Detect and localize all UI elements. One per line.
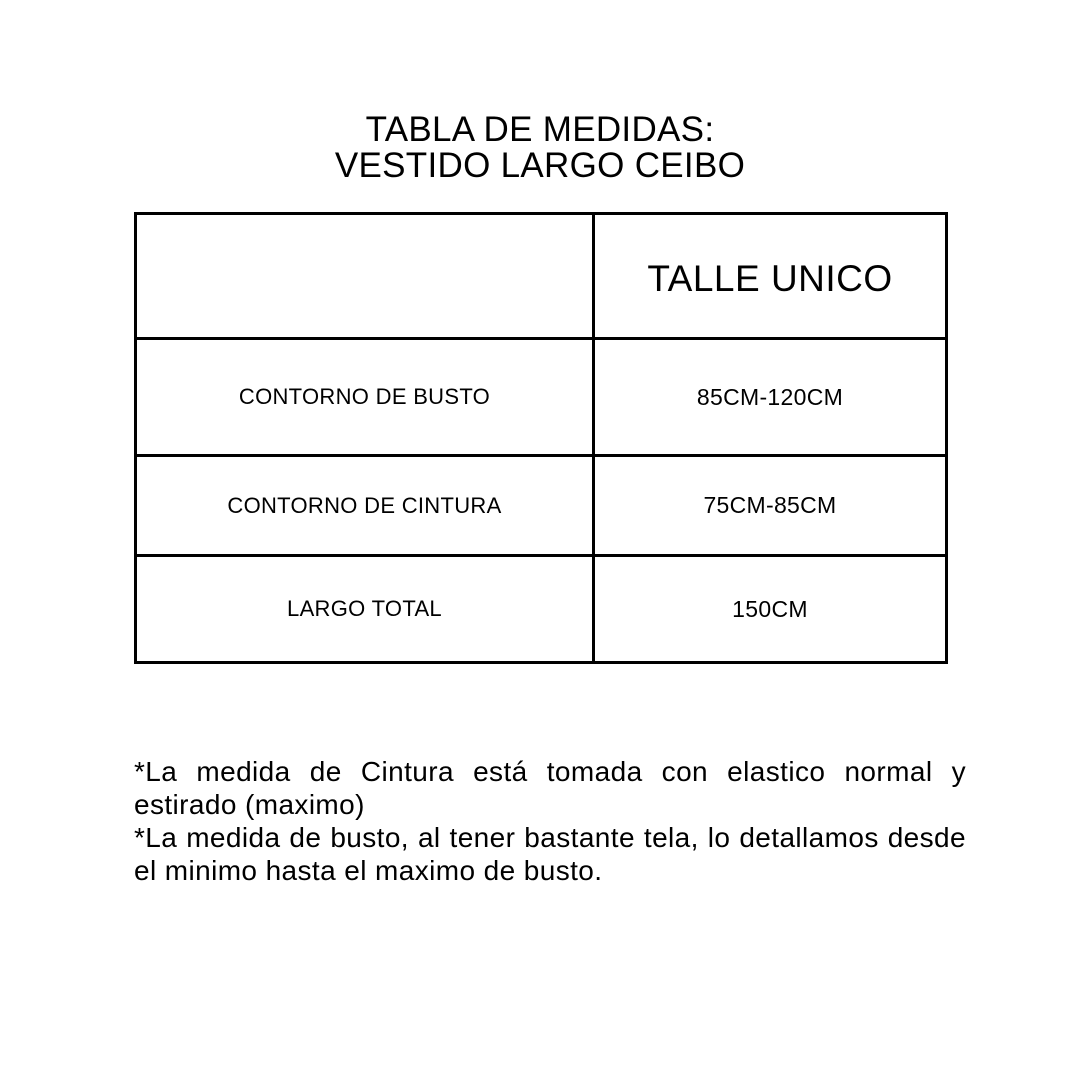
table-row — [136, 339, 947, 456]
size-table — [134, 212, 948, 664]
note-waist: *La medida de Cintura está tomada con elastico normal y estirado (maximo) — [134, 756, 966, 820]
notes — [134, 755, 966, 887]
header-empty-cell — [136, 214, 594, 339]
measure-label: CONTORNO DE CINTURA — [227, 492, 502, 518]
measure-value-cell — [594, 456, 947, 556]
measure-value: 85CM-120CM — [696, 383, 844, 410]
table-row — [136, 556, 947, 663]
measure-value: 150CM — [732, 595, 808, 622]
measure-label-cell — [136, 456, 594, 556]
measure-value-cell — [594, 556, 947, 663]
size-label: TALLE UNICO — [647, 258, 893, 299]
measure-label-cell — [136, 556, 594, 663]
title-line-2: VESTIDO LARGO CEIBO — [334, 146, 746, 185]
page-title — [0, 112, 1080, 184]
measure-label: CONTORNO DE BUSTO — [238, 384, 491, 409]
measure-label: LARGO TOTAL — [287, 596, 442, 621]
header-size-cell — [594, 214, 947, 339]
measure-label-cell — [136, 339, 594, 456]
measure-value-cell — [594, 339, 947, 456]
title-line-1: TABLA DE MEDIDAS: — [365, 110, 715, 149]
table-header-row — [136, 214, 947, 339]
note-bust: *La medida de busto, al tener bastante tela, lo detallamos desde el minimo hasta el maximo de busto. — [134, 822, 966, 886]
table-row — [136, 456, 947, 556]
measure-value: 75CM-85CM — [703, 492, 837, 518]
